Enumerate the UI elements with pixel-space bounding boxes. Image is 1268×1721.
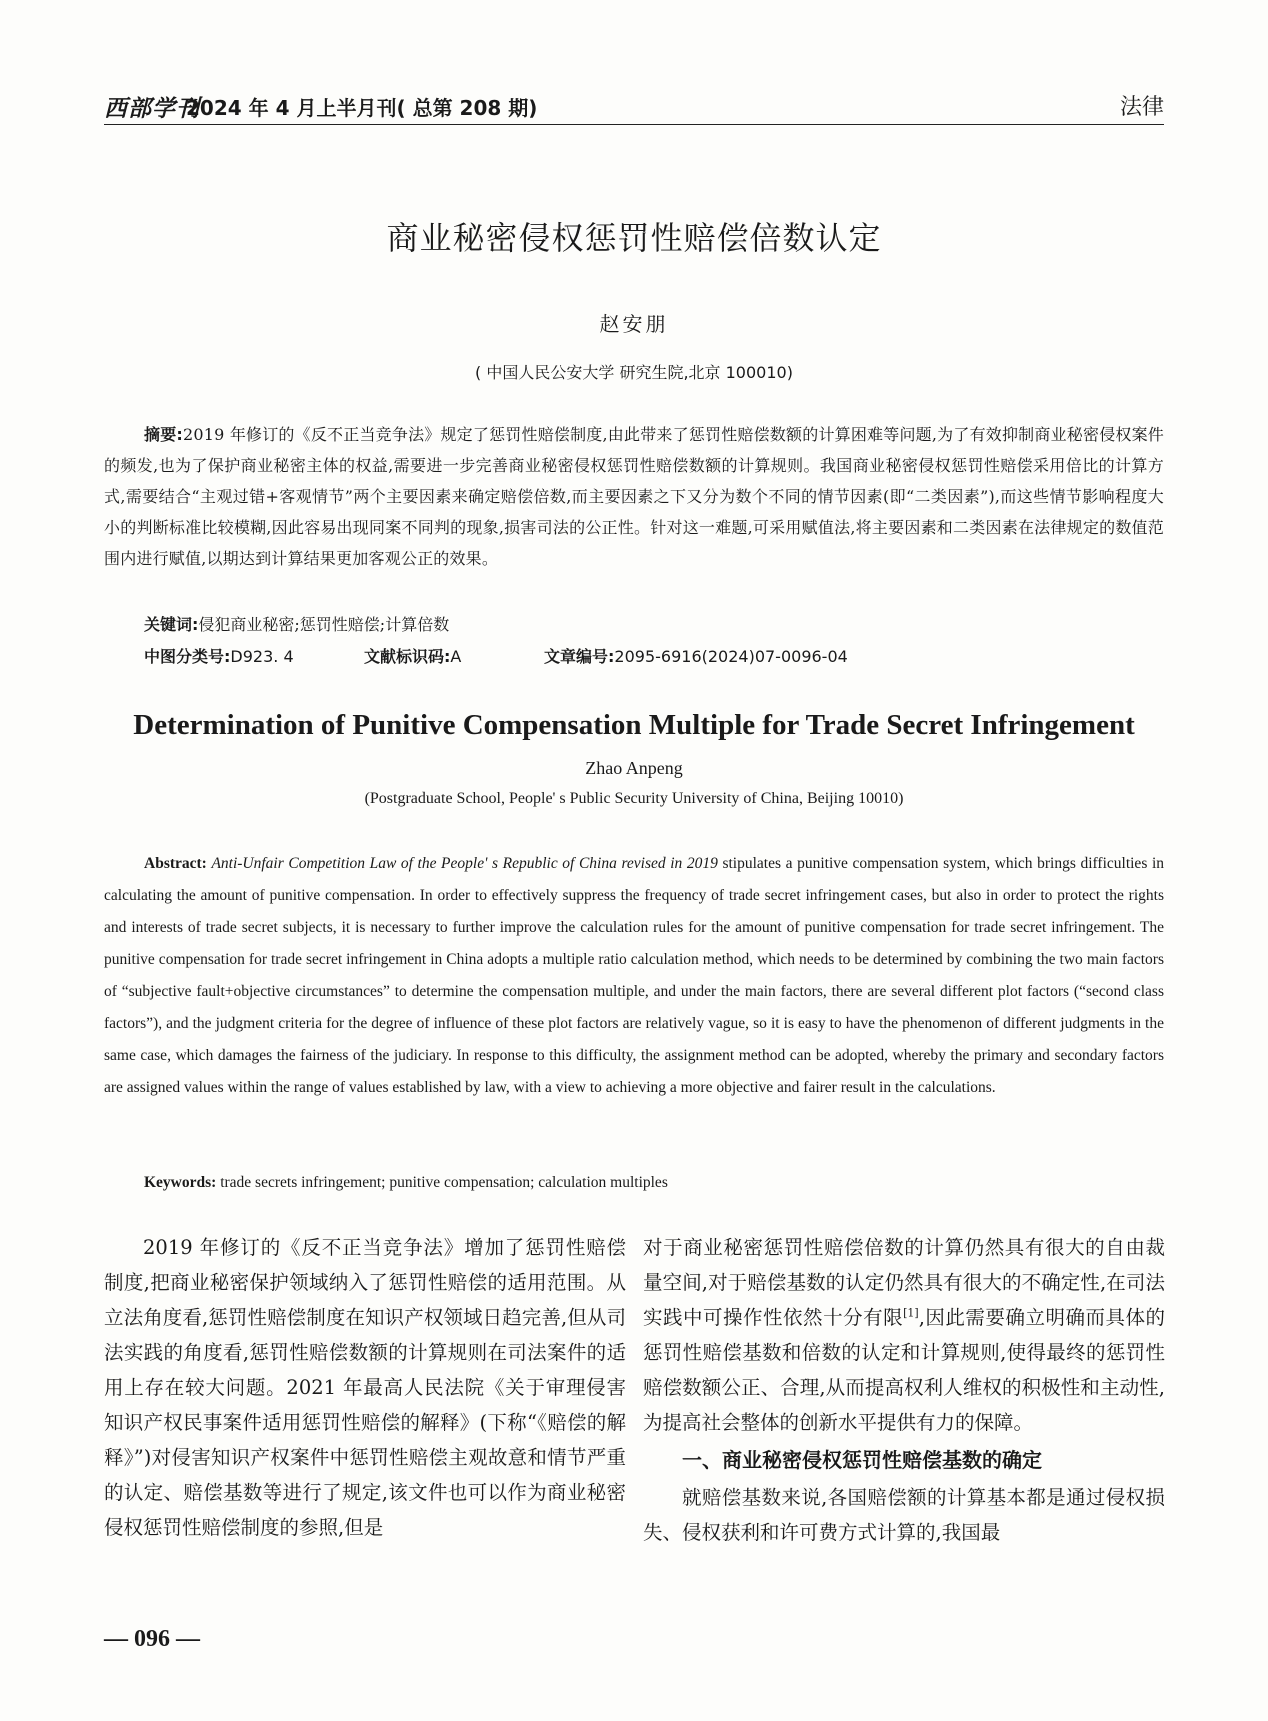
doc-value: A — [450, 647, 462, 666]
title-cn: 商业秘密侵权惩罚性赔偿倍数认定 — [386, 219, 882, 257]
issue-info: 2024 年 4 月上半月刊( 总第 208 期) — [186, 96, 538, 120]
affiliation-cn: ( 中国人民公安大学 研究生院,北京 100010) — [475, 363, 793, 382]
body-paragraph: 2019 年修订的《反不正当竞争法》增加了惩罚性赔偿制度,把商业秘密保护领域纳入了惩罚性赔偿的适用范围。从立法角度看,惩罚性赔偿制度在知识产权领域日趋完善,但从司法实践的角度看,惩罚性赔偿数额的计算规则在司法案件的适用上存在较大问题。2021 年最高人民法院《关于审理侵害知识产权民事案件适用惩罚性赔偿的解释》(下称“《赔偿的解释》”)对侵害知识产权案件中惩罚性赔偿主观故意和情节严重的认定、赔偿基数等进行了规定,该文件也可以作为商业秘密侵权惩罚性赔偿制度的参照,但是 — [104, 1236, 626, 1539]
title-en: Determination of Punitive Compensation Multiple for Trade Secret Infringement — [133, 709, 1135, 741]
doc-code — [364, 644, 461, 667]
body-text: ,因此需要确立明确而具体的惩罚性赔偿基数和倍数的认定和计算规则,使得最终的惩罚性赔偿数额公正、合理,从而提高权利人维权的积极性和主动性,为提高社会整体的创新水平提供有力的保障。 — [643, 1306, 1165, 1434]
affiliation-en: (Postgraduate School, People' s Public Security University of China, Beijing 10010) — [364, 790, 904, 807]
keywords-cn-label: 关键词: — [144, 615, 199, 634]
author-en: Zhao Anpeng — [585, 758, 683, 778]
section-heading: 一、商业秘密侵权惩罚性赔偿基数的确定 — [682, 1448, 1042, 1472]
keywords-en-label: Keywords: — [144, 1174, 217, 1191]
body-text: 对于商业秘密惩罚性赔偿倍数的计算仍然具有很大的自由裁量空间,对于赔偿基数的认定仍然具有很大的不确定性,在司法实践中可操作性依然十分有限 — [643, 1236, 1165, 1329]
page-number: — 096 — — [104, 1626, 200, 1652]
body-column-left — [104, 1230, 626, 1545]
abstract-en-label: Abstract: — [144, 855, 207, 872]
header-rule — [104, 124, 1164, 125]
section-name: 法律 — [1119, 95, 1164, 120]
author-cn: 赵安朋 — [599, 312, 669, 336]
doc-label: 文献标识码: — [364, 647, 451, 666]
body-column-right — [643, 1230, 1165, 1550]
keywords-cn-text: 侵犯商业秘密;惩罚性赔偿;计算倍数 — [198, 615, 450, 634]
keywords-cn — [144, 612, 449, 635]
body-paragraph — [643, 1230, 1165, 1440]
clc-label: 中图分类号: — [144, 647, 231, 666]
keywords-en — [144, 1174, 668, 1192]
abstract-en — [104, 848, 1164, 1104]
article-value: 2095-6916(2024)07-0096-04 — [614, 647, 848, 666]
keywords-en-text: trade secrets infringement; punitive compensation; calculation multiples — [220, 1174, 668, 1191]
abstract-cn-label: 摘要: — [144, 425, 184, 444]
citation-ref: [1] — [903, 1306, 919, 1320]
abstract-en-lawname: Anti-Unfair Competition Law of the People' s Republic of China revised in 2019 — [211, 855, 718, 872]
clc-value: D923. 4 — [230, 647, 294, 666]
journal-logo: 西部学刊 — [104, 95, 200, 122]
clc-number — [144, 644, 294, 667]
article-number — [544, 644, 848, 667]
article-meta — [144, 644, 1164, 668]
abstract-cn — [104, 419, 1164, 574]
abstract-en-text: stipulates a punitive compensation system, which brings difficulties in calculating the amount of punitive compensation. In order to effectively suppress the frequency of trade secret infringement cases, but also in order to protect the rights and interests of trade secret subjects, it is necessary to further improve the calculation rules for the amount of punitive compensation for trade secret infringement. The punitive compensation for trade secret infringement in China adopts a multiple ratio calculation method, which needs to be determined by combining the two main factors of “subjective fault+objective circumstances” to determine the compensation multiple, and under the main factors, there are several different plot factors (“second class factors”), and the judgment criteria for the degree of influence of these plot factors are relatively vague, so it is easy to have the phenomenon of different judgments in the same case, which damages the fairness of the judiciary. In response to this difficulty, the assignment method can be adopted, whereby the primary and secondary factors are assigned values within the range of values established by law, with a view to achieving a more objective and fairer result in the calculations. — [104, 855, 1164, 1096]
running-header — [104, 84, 1164, 124]
article-label: 文章编号: — [544, 647, 615, 666]
abstract-cn-text: 2019 年修订的《反不正当竞争法》规定了惩罚性赔偿制度,由此带来了惩罚性赔偿数额的计算困难等问题,为了有效抑制商业秘密侵权案件的频发,也为了保护商业秘密主体的权益,需要进一步完善商业秘密侵权惩罚性赔偿数额的计算规则。我国商业秘密侵权惩罚性赔偿采用倍比的计算方式,需要结合“主观过错+客观情节”两个主要因素来确定赔偿倍数,而主要因素之下又分为数个不同的情节因素(即“二类因素”),而这些情节影响程度大小的判断标准比较模糊,因此容易出现同案不同判的现象,损害司法的公正性。针对这一难题,可采用赋值法,将主要因素和二类因素在法律规定的数值范围内进行赋值,以期达到计算结果更加客观公正的效果。 — [104, 425, 1165, 568]
body-paragraph: 就赔偿基数来说,各国赔偿额的计算基本都是通过侵权损失、侵权获利和许可费方式计算的,我国最 — [643, 1486, 1165, 1544]
